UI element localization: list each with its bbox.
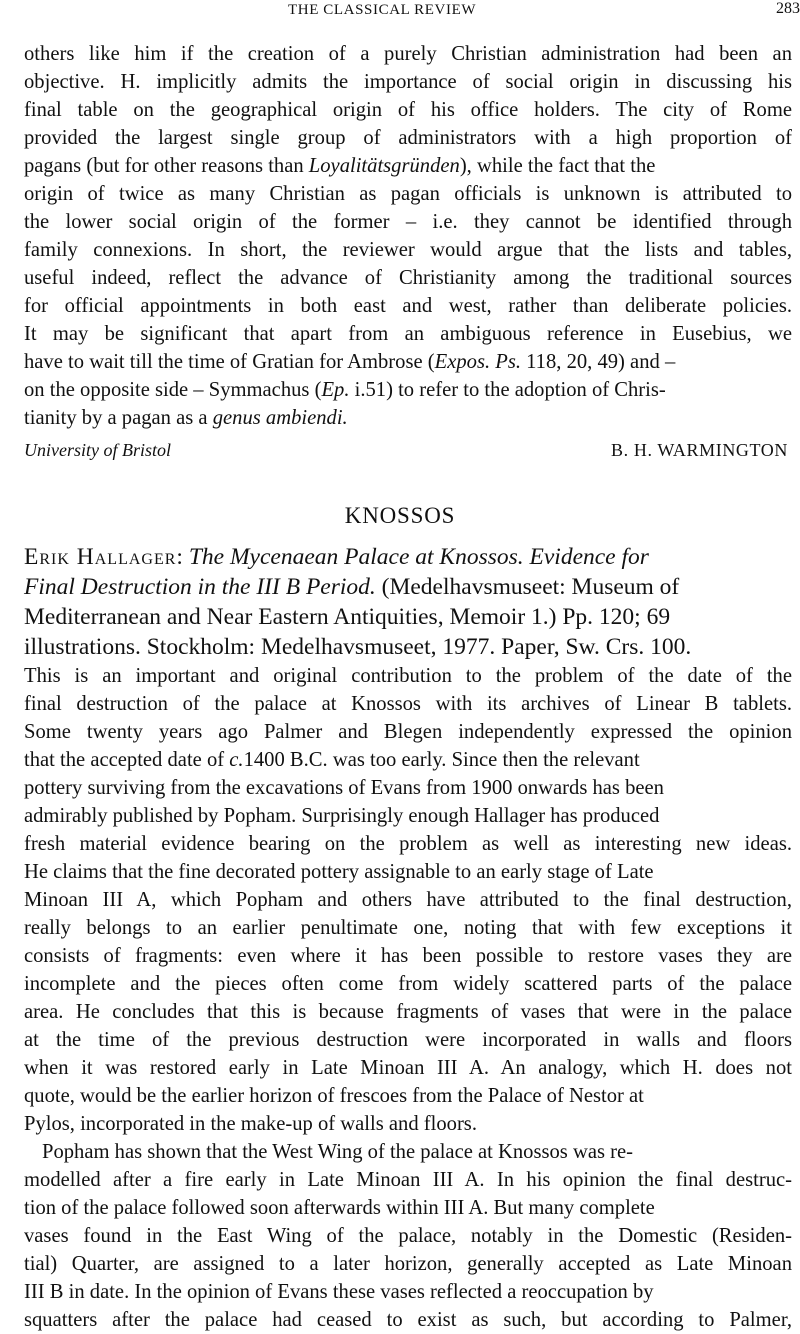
italic-term: genus ambiendi.: [212, 407, 348, 429]
text-line: squatters after the palace had ceased to exist as such, but according to Palmer,: [24, 1309, 792, 1331]
text-span: have to wait till the time of Gratian for Ambrose (: [24, 351, 435, 373]
page-number: 283: [776, 0, 800, 17]
reviewer-affiliation: University of Bristol: [24, 440, 171, 460]
text-span: tianity by a pagan as a: [24, 407, 213, 429]
text-line: vases found in the East Wing of the palace, notably in the Domestic (Residen-: [24, 1225, 792, 1247]
italic-term: Expos. Ps.: [434, 351, 521, 373]
italic-term: Ep.: [321, 379, 350, 401]
section-title: KNOSSOS: [344, 503, 456, 528]
text-line: He claims that the fine decorated pottery assignable to an early stage of Late: [24, 861, 654, 883]
text-span: 1400 B.C. was too early. Since then the relevant: [243, 749, 640, 771]
text-line: It may be significant that apart from an ambiguous reference in Eusebius, we: [24, 323, 792, 345]
book-title-cont: Final Destruction in the III B Period.: [24, 574, 376, 600]
text-line: objective. H. implicitly admits the importance of social origin in discussing his: [24, 71, 792, 93]
heading-line: Mediterranean and Near Eastern Antiquities, Memoir 1.) Pp. 120; 69: [24, 604, 671, 630]
text-span: pagans (but for other reasons than: [24, 155, 309, 177]
text-line: [24, 348, 792, 376]
text-line: provided the largest single group of administrators with a high proportion of: [24, 127, 792, 149]
text-line: final destruction of the palace at Knossos with its archives of Linear B tablets.: [24, 693, 792, 715]
text-line: [24, 376, 792, 404]
text-line: when it was restored early in Late Minoan III A. An analogy, which H. does not: [24, 1057, 792, 1079]
text-line: Popham has shown that the West Wing of the palace at Knossos was re-: [42, 1141, 633, 1163]
text-line: This is an important and original contribution to the problem of the date of the: [24, 665, 792, 687]
text-line: pottery surviving from the excavations of Evans from 1900 onwards has been: [24, 777, 664, 799]
text-line: final table on the geographical origin of his office holders. The city of Rome: [24, 99, 792, 121]
book-title: The Mycenaean Palace at Knossos. Evidence for: [188, 544, 649, 570]
text-span: on the opposite side – Symmachus (: [24, 379, 322, 401]
text-line: others like him if the creation of a purely Christian administration had been an: [24, 43, 792, 65]
text-line: admirably published by Popham. Surprisingly enough Hallager has produced: [24, 805, 660, 827]
text-span: that the accepted date of: [24, 749, 230, 771]
italic-term: c.: [229, 749, 244, 771]
text-line: consists of fragments: even where it has been possible to restore vases they are: [24, 945, 792, 967]
text-line: incomplete and the pieces often come from widely scattered parts of the palace: [24, 973, 792, 995]
text-line: modelled after a fire early in Late Minoan III A. In his opinion the final destruc-: [24, 1169, 792, 1191]
text-line: [24, 152, 792, 180]
text-line: tial) Quarter, are assigned to a later horizon, generally accepted as Late Minoan: [24, 1253, 792, 1275]
text-line: really belongs to an earlier penultimate one, noting that with few exceptions it: [24, 917, 792, 939]
text-line: III B in date. In the opinion of Evans these vases reflected a reoccupation by: [24, 1281, 654, 1303]
text-span: 118, 20, 49) and –: [521, 351, 676, 373]
text-line: quote, would be the earlier horizon of frescoes from the Palace of Nestor at: [24, 1085, 644, 1107]
running-head: [0, 2, 800, 26]
text-line: area. He concludes that this is because fragments of vases that were in the palace: [24, 1001, 792, 1023]
heading-line: [24, 572, 800, 602]
text-line: for official appointments in both east and west, rather than deliberate policies.: [24, 295, 792, 317]
text-line: family connexions. In short, the reviewer would argue that the lists and tables,: [24, 239, 792, 261]
text-line: [24, 746, 792, 774]
text-line: tion of the palace followed soon afterwards within III A. But many complete: [24, 1197, 655, 1219]
italic-term: Loyalitätsgründen: [308, 155, 460, 177]
text-line: Pylos, incorporated in the make-up of walls and floors.: [24, 1113, 477, 1135]
text-line: [24, 404, 792, 432]
text-line: fresh material evidence bearing on the problem as well as interesting new ideas.: [24, 833, 792, 855]
text-line: Minoan III A, which Popham and others have attributed to the final destruction,: [24, 889, 792, 911]
heading-line: illustrations. Stockholm: Medelhavsmuseet, 1977. Paper, Sw. Crs. 100.: [24, 634, 692, 660]
heading-line: [24, 542, 800, 572]
text-span: :: [176, 544, 189, 570]
text-line: the lower social origin of the former – i.e. they cannot be identified through: [24, 211, 792, 233]
publisher-info: (Medelhavsmuseet: Museum of: [375, 574, 680, 600]
text-line: origin of twice as many Christian as pagan officials is unknown is attributed to: [24, 183, 792, 205]
text-line: at the time of the previous destruction were incorporated in walls and floors: [24, 1029, 792, 1051]
reviewer-name: B. H. WARMINGTON: [611, 440, 788, 460]
text-line: useful indeed, reflect the advance of Christianity among the traditional sources: [24, 267, 792, 289]
text-span: ), while the fact that the: [459, 155, 656, 177]
book-author: Erik Hallager: [24, 544, 177, 570]
text-line: Some twenty years ago Palmer and Blegen independently expressed the opinion: [24, 721, 792, 743]
journal-title: THE CLASSICAL REVIEW: [288, 2, 477, 18]
text-span: i.51) to refer to the adoption of Chris-: [349, 379, 666, 401]
